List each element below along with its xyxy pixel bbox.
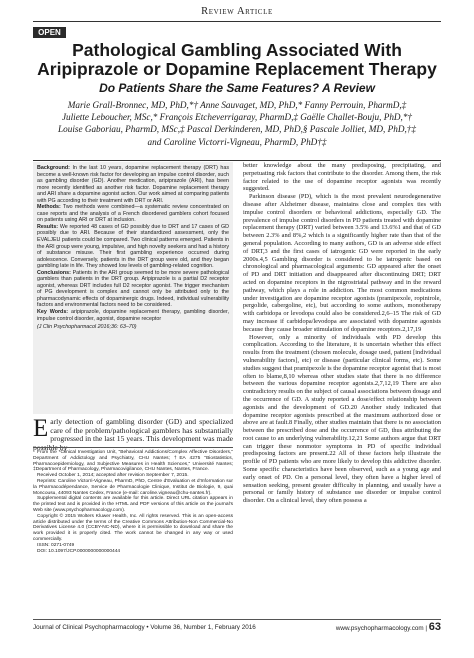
journal-footer: Journal of Clinical Psychopharmacology • Volume 36, Number 1, February 2016 — [33, 624, 256, 631]
author-list — [40, 99, 434, 148]
header-divider — [33, 21, 441, 22]
abstract-label: Background: — [37, 165, 70, 171]
author-line: Juliette Leboucher, MSc,* François Etcheverrigaray, PharmD,‡ Gaëlle Challet-Bouju, PhD,*† — [61, 112, 413, 123]
abstract-text: Two methods were combined—a systematic review concentrated on case reports and the analysis of a French disordered gamblers cohort focused on patients using ARI or DRT at inclusion. — [37, 204, 230, 224]
title-divider — [33, 160, 441, 161]
page-number: 63 — [428, 621, 441, 633]
footnote-affiliations: From the *Clinical Investigation Unit, "Behavioral Addictions/Complex Affective Disorders," Department of Addictology and Psychiatry, CHU Nantes; †EA 4275 "Biostatistics, Pharmacoepidemiology, and Subjective Measures in Health Sciences," Université Nantes; ‡Department of Pharmacology, Pharmacovigilance, CHU Nantes, Nantes, France. — [33, 450, 233, 473]
body-paragraph: Parkinson disease (PD), which is the most prevalent neurodegenerative disease after Alzheimer disease, maintains close and complex ties with impulse control disorders or behavioral addictions, especially GD. The prevalence of impulse control disorders in PD patients treated with dopamine replacement therapy (DRT) varied between 3.5% and 13.6%1 and that of GD between 2.3% and 8%,2 which is a significantly higher rate than that of the general population. According to many authors, GD is an adverse side effect of DRT,3 and the first cases of iatrogenic GD were reported in the early 2000s.4,5 Gambling disorder is considered to be iatrogenic based on chronological and pharmacological arguments: GD appeared after the onset of PD and DRT initiation and disappeared after discontinuing DRT; DRT acted on dopamine receptors in the nigrostriatal pathway and in the reward pathway, which plays a role in addiction. The most common medications under investigation are dopamine receptor agonists (pramipexole, ropinirole, pergolide, cabergoline, etc), but according to some authors, monotherapy with carbidopa or levodopa could also be considered.2,6–15 The risk of GD may increase if carbidopa/levodopa are associated with dopamine agonists because they cause broader stimulation of dopamine receptors.2,17,19 — [243, 193, 441, 333]
abstract-text: Patients in the ARI group seemed to be more severe pathological gamblers than patients in the DRT group. Aripiprazole is a partial D2 receptor agonist, whereas DRT includes full D2 receptor agonist. The trigger mechanism of PG development is complex and cannot only be attributed only to the pharmacodynamic effects of dopaminergic drugs. Indeed, individual vulnerability factors and environmental factors need to be considered. — [37, 269, 229, 309]
footnote-received: Received October 1, 2014; accepted after revision September 7, 2015. — [37, 473, 189, 479]
footnote-reprints: Reprints: Caroline Victorri-Vigneau, PharmD, PhD, Centre d'Evaluation et d'Information sur la Pharmacodépendance, Service de Pharmacologie Clinique, Institut de Biologie, 9, quai Moncousu, 44093 Nantes Cedex, France (e-mail: caroline.vigneau@chu-nantes.fr). — [33, 478, 233, 496]
body-column — [243, 162, 441, 614]
footnotes — [33, 447, 233, 554]
abstract-label: Results: — [37, 223, 59, 230]
body-paragraph: However, only a minority of individuals with PD develop this complication. According to the literature, it is uncertain whether this effect results from the treatment (chosen molecule, dosage used, patient [individual vulnerability factors], etc) or disease (particular clinical forms, etc). Some studies suggest that pramipexole is the dopamine receptor agonist that is most often to blame,8,10 whereas other studies state that there is no difference between the various dopamine receptor agonists.2,7,12,19 There are also contradictory results on the subject of causal associations between dosage and the occurrence of GD. A study reported a dose/effect relationship between agonists and the development of GD.20 Another study indicated that dopamine receptor agonists prescribed at the maximum authorized dose or above are at fault.8 Finally, other studies maintain that there is no association between the prescribed dose and the occurrence of GD, thus attributing the root cause to an underlying vulnerability.12,21 Some authors argue that DRT can trigger these nonmotor symptoms in PD of specific individual predisposing factors are present.22 All of these factors help illustrate the profile of PD patients who are more likely to develop this addictive disorder. Some specific characteristics have been observed, such as a young age and early onset of PD. On a personal level, they often have a higher level of sensation seeking, present greater difficulty in planning, and usually have a personal or family history of substance use disorder or impulse control disorder. On a clinical level, they often possess a — [243, 333, 441, 505]
abstract-label: Conclusions: — [37, 269, 71, 276]
article-title: Pathological Gambling Associated With Aripiprazole or Dopamine Replacement Therapy — [37, 40, 437, 79]
author-line: and Caroline Victorri-Vigneau, PharmD, PhD†‡ — [147, 136, 327, 147]
body-paragraph: better knowledge about the many predisposing, precipitating, and perpetuating risk factors that contribute to the disorder. Among them, the risk factor related to the use of dopamine receptor agonists was recently suggested. — [243, 162, 441, 193]
section-label: Review Article — [201, 6, 273, 17]
footnote-doi: DOI: 10.1097/JCP.0000000000000444 — [37, 548, 121, 554]
author-line: Louise Gaboriau, PharmD, MSc,‡ Pascal Derkinderen, MD, PhD,§ Pascale Jolliet, MD, PhD,†‡ — [58, 124, 416, 135]
abstract-conclusions — [37, 270, 229, 309]
author-line: Marie Grall-Bronnec, MD, PhD,*† Anne Sauvaget, MD, PhD,* Fanny Perrouin, PharmD,‡ — [67, 100, 407, 110]
abstract-text: We reported 48 cases of GD possibly due to DRT and 17 cases of GD possibly due to ARI. Because of their standardized assessment, only the EVALJEU patients could be compared. Two clinical patterns emerged. Patients in the ARI group were young, impulsive, and high novelty seekers and had a history of substance misuse. Their first gambling experience occurred during adolescence. Conversely, patients in the DRT group were old, and they began gambling late in life. They showed low levels of gambling-related cognition. — [37, 223, 229, 270]
abstract-background — [37, 165, 229, 204]
abstract-box — [33, 162, 233, 414]
footnote-issn: ISSN: 0271-0749 — [37, 542, 75, 548]
footer-separator: | — [425, 625, 429, 632]
abstract-results — [37, 224, 229, 270]
article-subtitle: Do Patients Share the Same Features? A Review — [99, 81, 375, 95]
open-access-badge: OPEN — [33, 27, 66, 38]
journal-website: www.psychopharmacology.com — [335, 625, 424, 632]
intro-text: arly detection of gambling disorder (GD) and specialized care of the problem/pathological gamblers has substantially progressed in the last 15 years. This development was made possible by — [33, 417, 233, 453]
footnote-copyright: Copyright © 2015 Wolters Kluwer Health, Inc. All rights reserved. This is an open-access article distributed under the terms of the Creative Commons Attribution-Non Commercial-No Derivatives License 4.0 (CCBY-NC-ND), where it is permissible to download and share the work provided it is properly cited. The work cannot be changed in any way or used commercially. — [33, 513, 233, 542]
abstract-text: aripiprazole, dopamine replacement therapy, gambling disorder, impulse control disorder, agonist, dopamine receptor — [37, 309, 229, 322]
abstract-text: In the last 10 years, dopamine replacement therapy (DRT) has become a well-known risk factor for developing an impulse control disorder, such as gambling disorder (GD). Another medication, aripiprazole (ARI), has been more recently identified as another risk factor. Dopamine replacement therapy and ARI share a dopamine agonist action. Our work aimed at comparing patients with PG according to their treatment with DRT or ARI. — [37, 165, 229, 204]
footer-divider — [33, 619, 441, 620]
footnote-supplemental: Supplemental digital contents are available for this article. Direct URL citation appears in the printed text and is provided in the HTML and PDF versions of this article on the journal's Web site (www.psychopharmacology.com). — [33, 496, 233, 513]
abstract-label: Methods: — [37, 204, 61, 211]
drop-cap: E — [33, 415, 49, 442]
journal-citation: (J Clin Psychopharmacol 2016;36: 63–70) — [37, 324, 137, 331]
abstract-keywords — [37, 309, 229, 322]
footer-right — [336, 621, 441, 633]
abstract-label: Key Words: — [37, 309, 69, 316]
abstract-methods — [37, 204, 229, 224]
